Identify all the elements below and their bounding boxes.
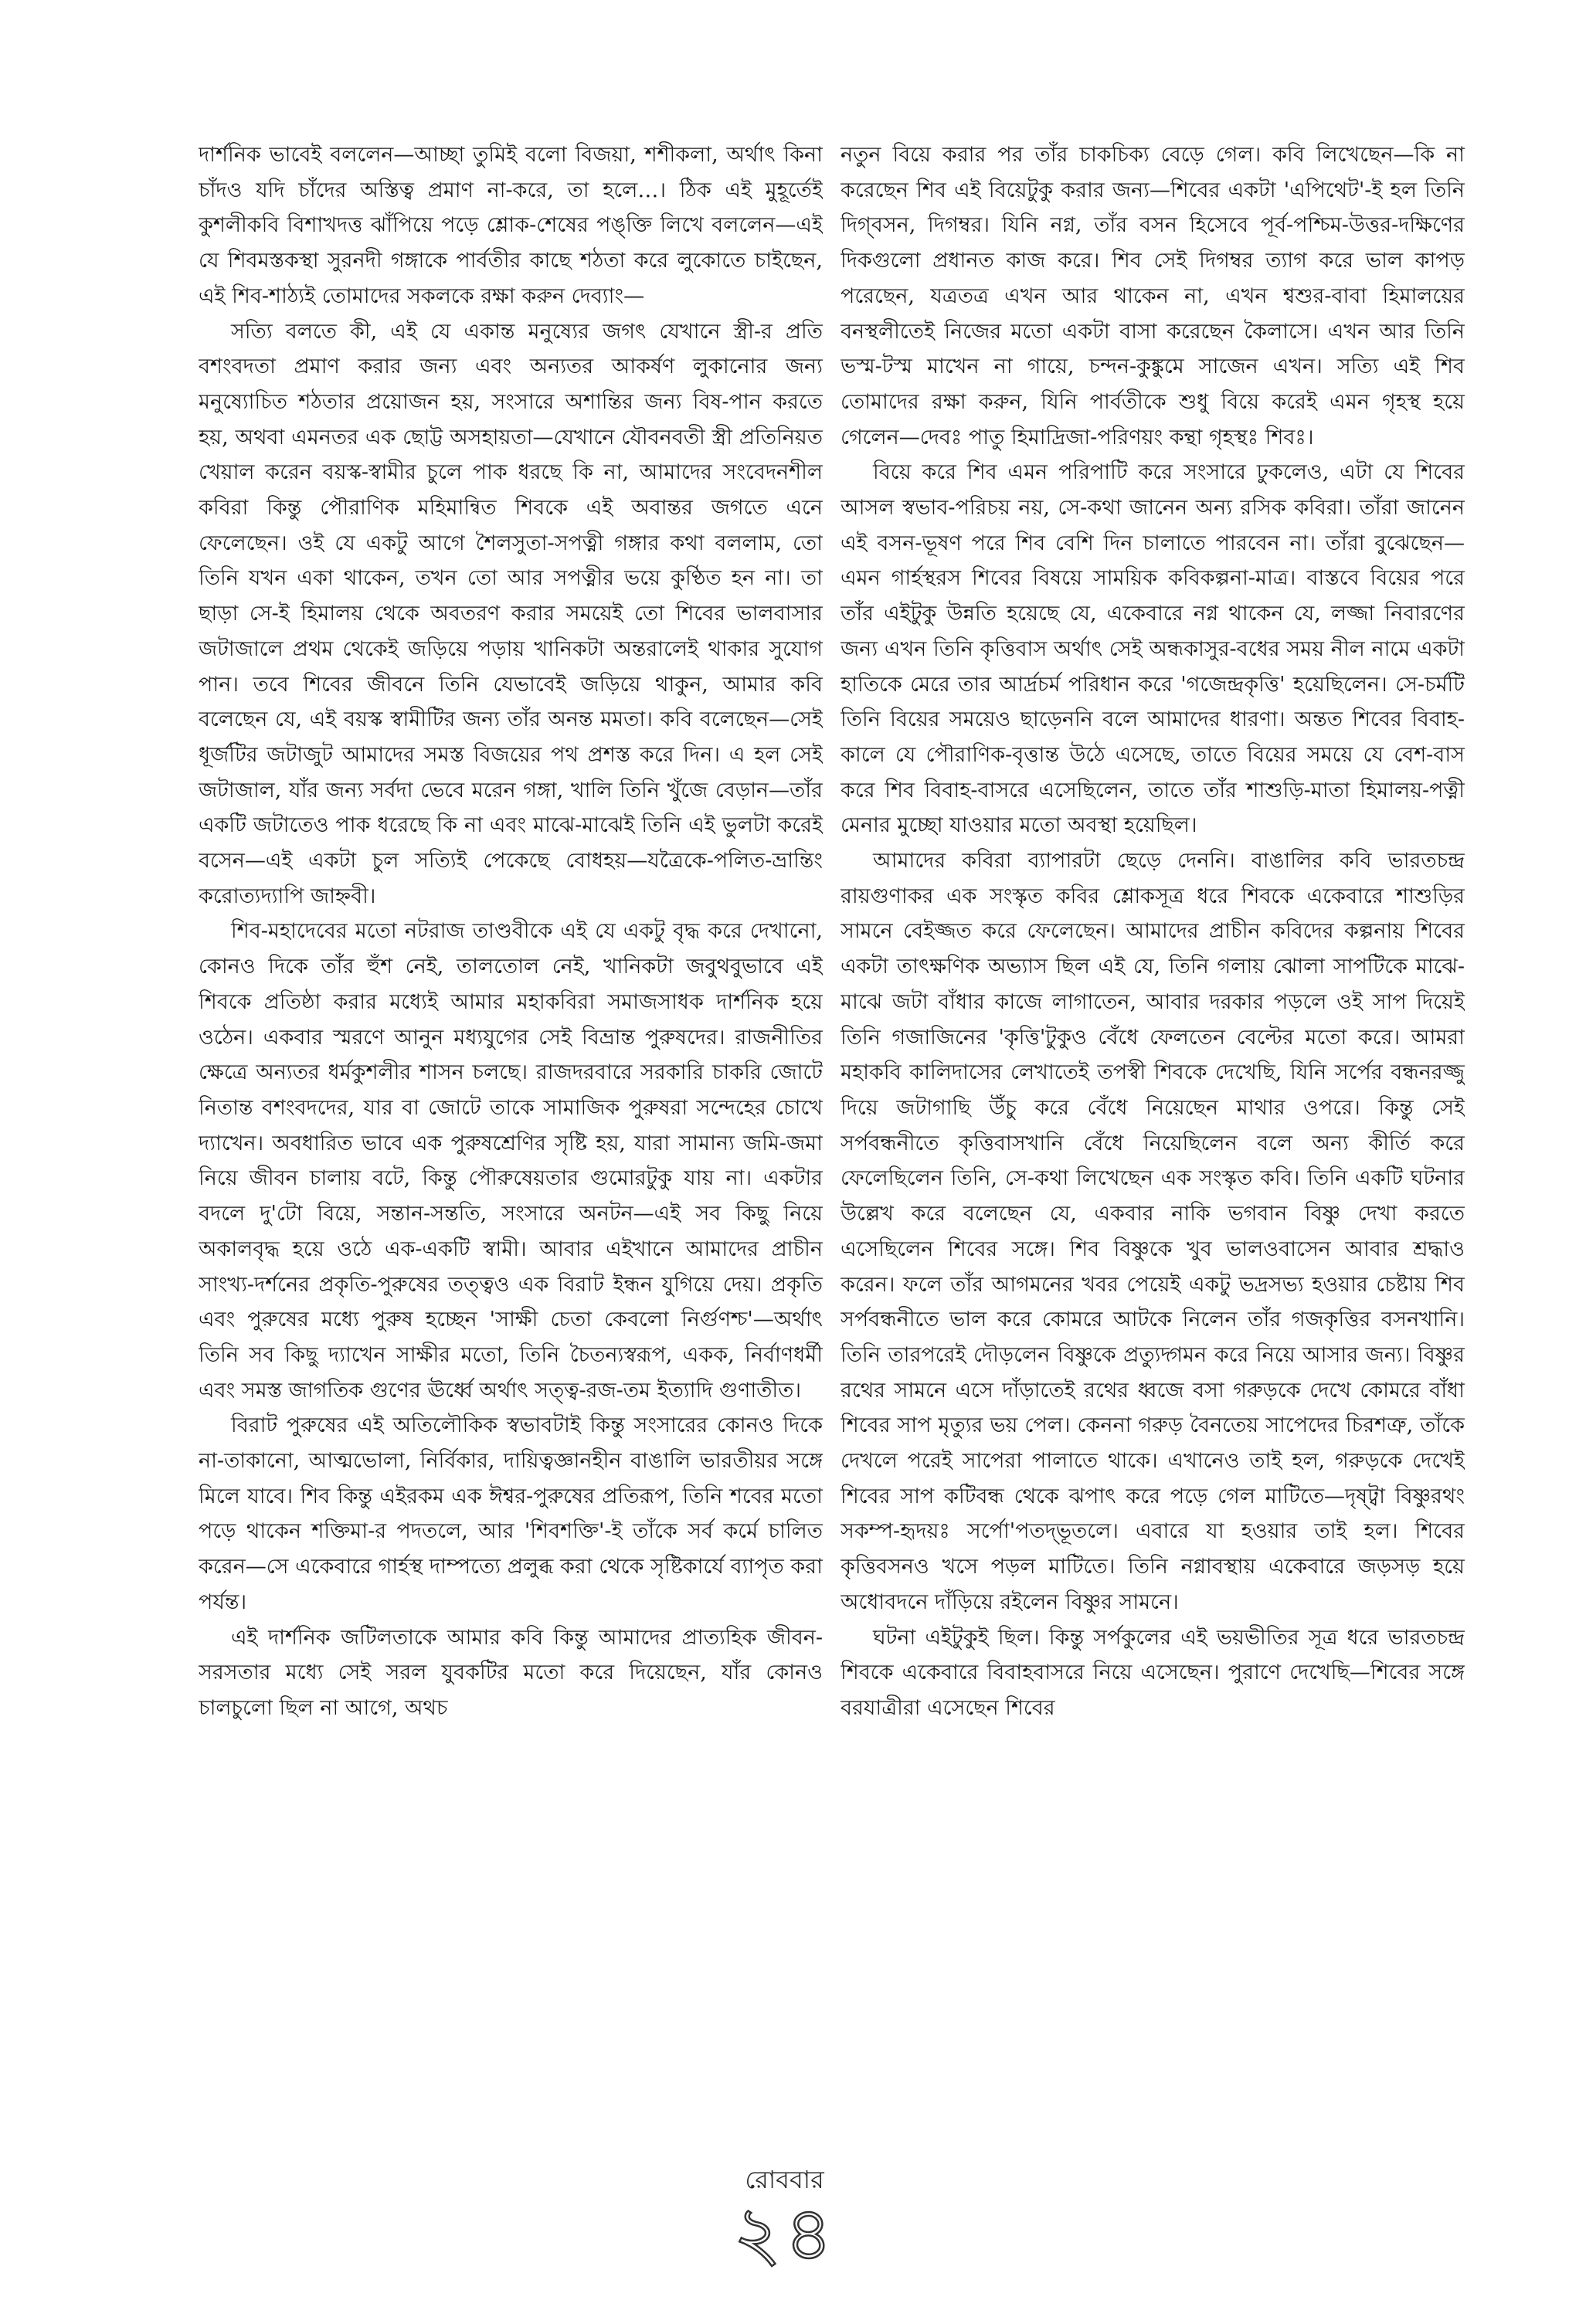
paragraph: দার্শনিক ভাবেই বললেন—আচ্ছা তুমিই বলো বিজয়া, শশীকলা, অর্থাৎ কিনা চাঁদও যদি চাঁদের অস্তিত্ব প্রমাণ না-করে, তা হলে…। ঠিক এই মুহূর্তেই কুশলীকবি বিশাখদত্ত ঝাঁপিয়ে পড়ে শ্লোক-শেষের পঙ্‌ক্তি লিখে বললেন—এই যে শিবমস্তকস্থা সুরনদী গঙ্গাকে পার্বতীর কাছে শঠতা করে লুকোতে চাইছেন, এই শিব-শাঠ্যই তোমাদের সকলকে রক্ষা করুন দেব্যাং— [199,143,823,308]
paragraph: এই দার্শনিক জটিলতাকে আমার কবি কিন্তু আমাদের প্রাত্যহিক জীবন-সরসতার মধ্যে সেই সরল যুবকটির মতো করে দিয়েছেন, যাঁর কোনও চালচুলো ছিল না আগে, অথচ [199,1625,823,1720]
paragraph: সত্যি বলতে কী, এই যে একান্ত মনুষ্যের জগৎ যেখানে স্ত্রী-র প্রতি বশংবদতা প্রমাণ করার জন্য এবং অন্যতর আকর্ষণ লুকানোর জন্য মনুষ্যোচিত শঠতার প্রয়োজন হয়, সংসারে অশান্তির জন্য বিষ-পান করতে হয়, অথবা এমনতর এক ছোট্ট অসহায়তা—যেখানে যৌবনবতী স্ত্রী প্রতিনিয়ত খেয়াল করেন বয়স্ক-স্বামীর চুলে পাক ধরছে কি না, আমাদের সংবেদনশীল কবিরা কিন্তু পৌরাণিক মহিমান্বিত শিবকে এই অবান্তর জগতে এনে ফেলেছেন। ওই যে একটু আগে শৈলসুতা-সপত্নী গঙ্গার কথা বললাম, তো তিনি যখন একা থাকেন, তখন তো আর সপত্নীর ভয়ে কুণ্ঠিত হন না। তা ছাড়া সে-ই হিমালয় থেকে অবতরণ করার সময়েই তো শিবের ভালবাসার জটাজালে প্রথম থেকেই জড়িয়ে পড়ায় খানিকটা অন্তরালেই থাকার সুযোগ পান। তবে শিবের জীবনে তিনি যেভাবেই জড়িয়ে থাকুন, আমার কবি বলেছেন যে, এই বয়স্ক স্বামীটির জন্য তাঁর অনন্ত মমতা। কবি বলেছেন—সেই ধূর্জটির জটাজুট আমাদের সমস্ত বিজয়ের পথ প্রশস্ত করে দিন। এ হল সেই জটাজাল, যাঁর জন্য সর্বদা ভেবে মরেন গঙ্গা, খালি তিনি খুঁজে বেড়ান—তাঁর একটি জটাতেও পাক ধরেছে কি না এবং মাঝে-মাঝেই তিনি এই ভুলটা করেই বসেন—এই একটা চুল সত্যিই পেকেছে বোধহয়—যত্রৈকে-পলিত-ভ্রান্তিং করোত্যদ্যাপি জাহ্নবী। [199,319,823,908]
paragraph: নতুন বিয়ে করার পর তাঁর চাকচিক্য বেড়ে গেল। কবি লিখেছেন—কি না করেছেন শিব এই বিয়েটুকু করার জন্য—শিবের একটা 'এপিথেট'-ই হল তিনি দিগ্‌বসন, দিগম্বর। যিনি নগ্ন, তাঁর বসন হিসেবে পূর্ব-পশ্চিম-উত্তর-দক্ষিণের দিকগুলো প্রধানত কাজ করে। শিব সেই দিগম্বর ত্যাগ করে ভাল কাপড় পরেছেন, যত্রতত্র এখন আর থাকেন না, এখন শ্বশুর-বাবা হিমালয়ের বনস্থলীতেই নিজের মতো একটা বাসা করেছেন কৈলাসে। এখন আর তিনি ভস্ম-টস্ম মাখেন না গায়ে, চন্দন-কুঙ্কুমে সাজেন এখন। সত্যি এই শিব তোমাদের রক্ষা করুন, যিনি পার্বতীকে শুধু বিয়ে করেই এমন গৃহস্থ হয়ে গেলেন—দেবঃ পাতু হিমাদ্রিজা-পরিণয়ং কন্থা গৃহস্থঃ শিবঃ। [841,143,1465,450]
page-number: ২৪ [733,2190,836,2277]
paragraph: আমাদের কবিরা ব্যাপারটা ছেড়ে দেননি। বাঙালির কবি ভারতচন্দ্র রায়গুণাকর এক সংস্কৃত কবির শ্লোকসূত্র ধরে শিবকে একেবারে শাশুড়ির সামনে বেইজ্জত করে ফেলেছেন। আমাদের প্রাচীন কবিদের কল্পনায় শিবের একটা তাৎক্ষণিক অভ্যাস ছিল এই যে, তিনি গলায় ঝোলা সাপটিকে মাঝে-মাঝে জটা বাঁধার কাজে লাগাতেন, আবার দরকার পড়লে ওই সাপ দিয়েই তিনি গজাজিনের 'কৃত্তি'টুকুও বেঁধে ফেলতেন বেল্টের মতো করে। আমরা মহাকবি কালিদাসের লেখাতেই তপস্বী শিবকে দেখেছি, যিনি সর্পের বন্ধনরজ্জু দিয়ে জটাগাছি উঁচু করে বেঁধে নিয়েছেন মাথার ওপরে। কিন্তু সেই সর্পবন্ধনীতে কৃত্তিবাসখানি বেঁধে নিয়েছিলেন বলে অন্য কীর্তি করে ফেলেছিলেন তিনি, সে-কথা লিখেছেন এক সংস্কৃত কবি। তিনি একটি ঘটনার উল্লেখ করে বলেছেন যে, একবার নাকি ভগবান বিষ্ণু দেখা করতে এসেছিলেন শিবের সঙ্গে। শিব বিষ্ণুকে খুব ভালওবাসেন আবার শ্রদ্ধাও করেন। ফলে তাঁর আগমনের খবর পেয়েই একটু ভদ্রসভ্য হওয়ার চেষ্টায় শিব সর্পবন্ধনীতে ভাল করে কোমরে আটকে নিলেন তাঁর গজকৃত্তির বসনখানি। তিনি তারপরেই দৌড়লেন বিষ্ণুকে প্রত্যুদ্গমন করে নিয়ে আসার জন্য। বিষ্ণুর রথের সামনে এসে দাঁড়াতেই রথের ধ্বজে বসা গরুড়কে দেখে কোমরে বাঁধা শিবের সাপ মৃত্যুর ভয় পেল। কেননা গরুড় বৈনতেয় সাপেদের চিরশত্রু, তাঁকে দেখলে পরেই সাপেরা পালাতে থাকে। এখানেও তাই হল, গরুড়কে দেখেই শিবের সাপ কটিবন্ধ থেকে ঝপাৎ করে পড়ে গেল মাটিতে—দৃষ্ট্বা বিষ্ণুরথং সকম্প-হৃদয়ঃ সর্পো'পতদ্‌ভূতলে। এবারে যা হওয়ার তাই হল। শিবের কৃত্তিবসনও খসে পড়ল মাটিতে। তিনি নগ্নাবস্থায় একেবারে জড়সড় হয়ে অধোবদনে দাঁড়িয়ে রইলেন বিষ্ণুর সামনে। [841,849,1465,1614]
magazine-name: রোববার [745,2165,824,2194]
page-footer [0,2164,1569,2277]
paragraph: বিয়ে করে শিব এমন পরিপাটি করে সংসারে ঢুকলেও, এটা যে শিবের আসল স্বভাব-পরিচয় নয়, সে-কথা জানেন অন্য রসিক কবিরা। তাঁরা জানেন এই বসন-ভূষণ পরে শিব বেশি দিন চালাতে পারবেন না। তাঁরা বুঝেছেন—এমন গার্হস্থরস শিবের বিষয়ে সাময়িক কবিকল্পনা-মাত্র। বাস্তবে বিয়ের পরে তাঁর এইটুকু উন্নতি হয়েছে যে, একেবারে নগ্ন থাকেন যে, লজ্জা নিবারণের জন্য এখন তিনি কৃত্তিবাস অর্থাৎ সেই অন্ধকাসুর-বধের সময় নীল নামে একটা হাতিকে মেরে তার আর্দ্রচর্ম পরিধান করে 'গজেন্দ্রকৃত্তি' হয়েছিলেন। সে-চর্মটি তিনি বিয়ের সময়েও ছাড়েননি বলে আমাদের ধারণা। অন্তত শিবের বিবাহ-কালে যে পৌরাণিক-বৃত্তান্ত উঠে এসেছে, তাতে বিয়ের সময়ে যে বেশ-বাস করে শিব বিবাহ-বাসরে এসেছিলেন, তাতে তাঁর শাশুড়ি-মাতা হিমালয়-পত্নী মেনার মুচ্ছো যাওয়ার মতো অবস্থা হয়েছিল। [841,460,1465,838]
paragraph: শিব-মহাদেবের মতো নটরাজ তাণ্ডবীকে এই যে একটু বৃদ্ধ করে দেখানো, কোনও দিকে তাঁর হুঁশ নেই, তালতোল নেই, খানিকটা জবুথবুভাবে এই শিবকে প্রতিষ্ঠা করার মধ্যেই আমার মহাকবিরা সমাজসাধক দার্শনিক হয়ে ওঠেন। একবার স্মরণে আনুন মধ্যযুগের সেই বিভ্রান্ত পুরুষদের। রাজনীতির ক্ষেত্রে অন্যতর ধর্মকুশলীর শাসন চলছে। রাজদরবারে সরকারি চাকরি জোটে নিতান্ত বশংবদদের, যার বা জোটে তাকে সামাজিক পুরুষরা সন্দেহের চোখে দ্যাখেন। অবধারিত ভাবে এক পুরুষশ্রেণির সৃষ্টি হয়, যারা সামান্য জমি-জমা নিয়ে জীবন চালায় বটে, কিন্তু পৌরুষেয়তার গুমোরটুকু যায় না। একটার বদলে দু'টো বিয়ে, সন্তান-সন্ততি, সংসারে অনটন—এই সব কিছু নিয়ে অকালবৃদ্ধ হয়ে ওঠে এক-একটি স্বামী। আবার এইখানে আমাদের প্রাচীন সাংখ্য-দর্শনের প্রকৃতি-পুরুষের তত্ত্বও এক বিরাট ইন্ধন যুগিয়ে দেয়। প্রকৃতি এবং পুরুষের মধ্যে পুরুষ হচ্ছেন 'সাক্ষী চেতা কেবলো নির্গুণশ্চ'—অর্থাৎ তিনি সব কিছু দ্যাখেন সাক্ষীর মতো, তিনি চৈতন্যস্বরূপ, একক, নির্বাণধর্মী এবং সমস্ত জাগতিক গুণের ঊর্ধ্বে অর্থাৎ সত্ত্ব-রজ-তম ইত্যাদি গুণাতীত। [199,919,823,1403]
paragraph: ঘটনা এইটুকুই ছিল। কিন্তু সর্পকুলের এই ভয়ভীতির সূত্র ধরে ভারতচন্দ্র শিবকে একেবারে বিবাহবাসরে নিয়ে এসেছেন। পুরাণে দেখেছি—শিবের সঙ্গে বরযাত্রীরা এসেছেন শিবের [841,1625,1465,1720]
paragraph: বিরাট পুরুষের এই অতিলৌকিক স্বভাবটাই কিন্তু সংসারের কোনও দিকে না-তাকানো, আত্মভোলা, নির্বিকার, দায়িত্বজ্ঞানহীন বাঙালি ভারতীয়র সঙ্গে মিলে যাবে। শিব কিন্তু এইরকম এক ঈশ্বর-পুরুষের প্রতিরূপ, তিনি শবের মতো পড়ে থাকেন শক্তিমা-র পদতলে, আর 'শিবশক্তি'-ই তাঁকে সর্ব কর্মে চালিত করেন—সে একেবারে গার্হস্থ দাম্পত্যে প্রলুব্ধ করা থেকে সৃষ্টিকার্যে ব্যাপৃত করা পর্যন্ত। [199,1413,823,1614]
left-column [199,137,823,2176]
right-column [841,137,1465,2176]
